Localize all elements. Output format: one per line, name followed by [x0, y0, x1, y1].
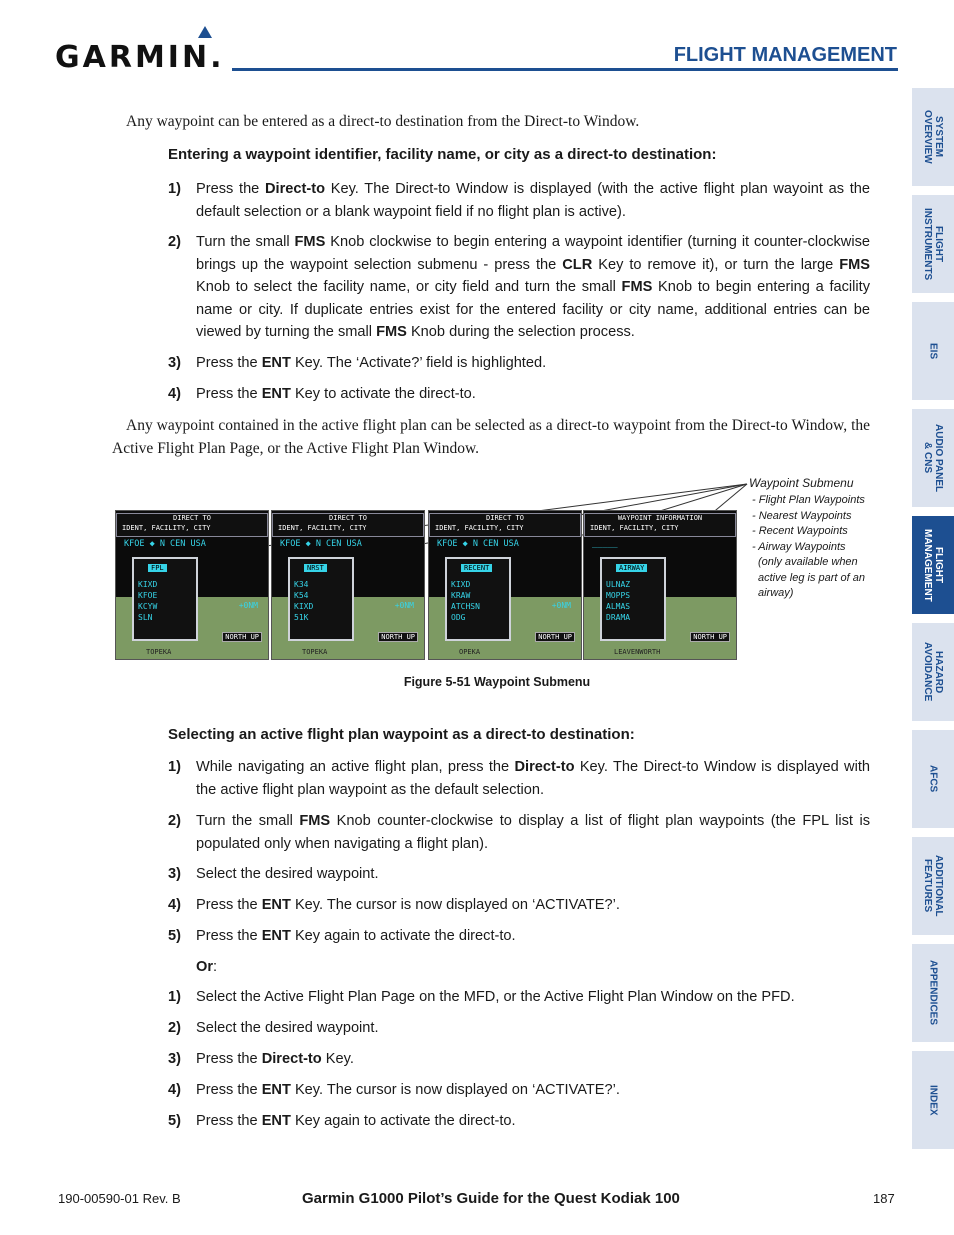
- callout-item: - Nearest Waypoints: [752, 509, 852, 522]
- field-label: IDENT, FACILITY, CITY: [122, 524, 211, 532]
- submenu-box: [600, 557, 666, 641]
- step-text: Press the ENT Key again to activate the direct-to.: [196, 1113, 516, 1129]
- submenu-waypoint: KRAW: [451, 591, 471, 600]
- waypoint-submenu-panel: [428, 510, 582, 660]
- step-text: Turn the small FMS Knob counter-clockwise to display a list of flight plan waypoints (the FPL list is populated only when navigating a flight plan).: [196, 813, 870, 852]
- step-item: [168, 810, 870, 855]
- step-number: 3): [168, 1051, 181, 1067]
- field-label: IDENT, FACILITY, CITY: [435, 524, 524, 532]
- submenu-waypoint: KCYW: [138, 602, 158, 611]
- submenu-waypoint: KFOE: [138, 591, 158, 600]
- step-item: [168, 1110, 870, 1133]
- waypoint-submenu-panel: [115, 510, 269, 660]
- step-item: [168, 1079, 870, 1102]
- submenu-box: [132, 557, 198, 641]
- step-number: 3): [168, 355, 181, 371]
- intro-paragraph: Any waypoint can be entered as a direct-to destination from the Direct-to Window.: [126, 113, 640, 130]
- distance-readout: +0NM: [238, 601, 258, 610]
- step-text: Turn the small FMS Knob clockwise to begin entering a waypoint identifier (turning it counter-clockwise brings up the waypoint selection submenu - press the CLR Key to remove it), or turn the large FMS Knob to select the facility name, or city field and turn the small FMS Knob to begin entering a facility name or city. If duplicate entries exist for the entered facility or city name, additional entries can be viewed by turning the small FMS Knob during the selection process.: [196, 234, 870, 340]
- step-number: 2): [168, 234, 181, 250]
- side-tab-afcs[interactable]: [912, 730, 954, 828]
- submenu-items: [606, 579, 630, 623]
- submenu-waypoint: K34: [294, 580, 309, 589]
- step-text: Press the ENT Key. The ‘Activate?’ field is highlighted.: [196, 355, 547, 371]
- callout-item: - Recent Waypoints: [752, 525, 848, 537]
- section-title: FLIGHT MANAGEMENT: [673, 44, 897, 66]
- submenu-waypoint: ALMAS: [606, 602, 631, 611]
- submenu-items: [451, 579, 480, 623]
- side-tab-appendices[interactable]: [912, 944, 954, 1042]
- side-tab-label: ADDITIONAL FEATURES: [922, 855, 944, 917]
- step-text: While navigating an active flight plan, press the Direct-to Key. The Direct-to Window is displayed with the active flight plan waypoint as the default selection.: [196, 759, 870, 798]
- step-item: [168, 1017, 870, 1040]
- step-item: [168, 925, 870, 948]
- step-text: Or:: [196, 959, 218, 975]
- callout-item: - Airway Waypoints: [752, 540, 846, 553]
- logo-text: GARMIN.: [55, 40, 225, 75]
- footer-page-number: 187: [873, 1191, 895, 1206]
- step-text: Press the Direct-to Key.: [196, 1051, 354, 1067]
- waypoint-submenu-panel: [583, 510, 737, 660]
- side-tab-label: APPENDICES: [927, 960, 939, 1026]
- body-paragraph: Any waypoint contained in the active flight plan can be selected as a direct-to waypoint from the Direct-to Window, the Active Flight Plan Page, or the Active Flight Plan Window.: [112, 417, 870, 457]
- step-item: [168, 863, 870, 886]
- window-title: WAYPOINT INFORMATION: [617, 514, 703, 522]
- step-text: Press the ENT Key. The cursor is now displayed on ‘ACTIVATE?’.: [196, 897, 620, 913]
- submenu-waypoint: KIXD: [294, 602, 314, 611]
- step-number: 4): [168, 1082, 181, 1098]
- distance-readout: +0NM: [551, 601, 571, 610]
- step-number: 4): [168, 386, 181, 402]
- section1-heading: Entering a waypoint identifier, facility name, or city as a direct-to destination:: [168, 146, 717, 163]
- submenu-box: [445, 557, 511, 641]
- submenu-waypoint: K54: [294, 591, 309, 600]
- submenu-title: RECENT: [461, 564, 492, 572]
- step-number: 4): [168, 897, 181, 913]
- ident-field: KFOE ◆ N CEN USA: [124, 539, 206, 549]
- submenu-waypoint: SLN: [138, 613, 153, 622]
- ident-field: _____: [592, 539, 618, 549]
- side-tab-additional-features[interactable]: [912, 837, 954, 935]
- submenu-title: AIRWAY: [616, 564, 647, 572]
- side-tab-label: AFCS: [927, 765, 939, 793]
- side-tab-label: INDEX: [927, 1084, 939, 1116]
- step-number: 3): [168, 866, 181, 882]
- step-text: Select the desired waypoint.: [196, 1020, 379, 1036]
- step-number: 2): [168, 1020, 181, 1036]
- step-text: Press the Direct-to Key. The Direct-to Window is displayed (with the active flight plan wayoint as the default selection or a blank waypoint field if no flight plan is active).: [196, 181, 870, 220]
- window-title: DIRECT TO: [173, 514, 211, 522]
- callout-list: [752, 493, 882, 602]
- submenu-items: [294, 579, 313, 623]
- map-town-label: LEAVENWORTH: [614, 648, 661, 656]
- map-town-label: TOPEKA: [302, 648, 328, 656]
- step-item: [168, 1048, 870, 1071]
- submenu-waypoint: MOPPS: [606, 591, 631, 600]
- step-number: 1): [168, 181, 181, 197]
- map-town-label: TOPEKA: [146, 648, 172, 656]
- submenu-waypoint: DRAMA: [606, 613, 631, 622]
- callout-item: - Flight Plan Waypoints: [752, 494, 865, 506]
- waypoint-submenu-panel: [271, 510, 425, 660]
- submenu-waypoint: 51K: [294, 613, 309, 622]
- north-up-label: NORTH UP: [378, 632, 418, 642]
- step-text: Select the Active Flight Plan Page on the MFD, or the Active Flight Plan Window on the PFD.: [196, 989, 795, 1005]
- side-tab-label: HAZARD AVOIDANCE: [922, 642, 944, 702]
- step-text: Press the ENT Key to activate the direct-to.: [196, 386, 476, 402]
- submenu-waypoint: KIXD: [138, 580, 158, 589]
- step-number: 1): [168, 759, 181, 775]
- side-tab-label: FLIGHT INSTRUMENTS: [922, 207, 944, 281]
- step-number: 5): [168, 1113, 181, 1129]
- field-label: IDENT, FACILITY, CITY: [278, 524, 367, 532]
- distance-readout: +0NM: [394, 601, 414, 610]
- ident-field: KFOE ◆ N CEN USA: [280, 539, 362, 549]
- step-number: 1): [168, 989, 181, 1005]
- step-item: [168, 956, 870, 979]
- waypoint-submenu-figure: [115, 510, 737, 658]
- section2-heading: Selecting an active flight plan waypoint as a direct-to destination:: [168, 726, 635, 743]
- window-title: DIRECT TO: [329, 514, 367, 522]
- north-up-label: NORTH UP: [535, 632, 575, 642]
- step-number: 5): [168, 928, 181, 944]
- side-tab-label: AUDIO PANEL & CNS: [922, 423, 944, 493]
- submenu-waypoint: ATCHSN: [451, 602, 480, 611]
- north-up-label: NORTH UP: [690, 632, 730, 642]
- step-item: [168, 894, 870, 917]
- submenu-waypoint: ODG: [451, 613, 466, 622]
- submenu-waypoint: KIXD: [451, 580, 471, 589]
- footer-doc-number: 190-00590-01 Rev. B: [58, 1191, 181, 1206]
- submenu-items: [138, 579, 157, 623]
- ident-field: KFOE ◆ N CEN USA: [437, 539, 519, 549]
- step-item: [168, 756, 870, 801]
- step-number: 2): [168, 813, 181, 829]
- north-up-label: NORTH UP: [222, 632, 262, 642]
- side-tab-index[interactable]: [912, 1051, 954, 1149]
- field-label: IDENT, FACILITY, CITY: [590, 524, 679, 532]
- footer-title: Garmin G1000 Pilot’s Guide for the Quest Kodiak 100: [302, 1190, 680, 1207]
- side-tab-label: FLIGHT MANAGEMENT: [922, 528, 944, 602]
- step-text: Select the desired waypoint.: [196, 866, 379, 882]
- submenu-waypoint: ULNAZ: [606, 580, 631, 589]
- map-town-label: OPEKA: [459, 648, 481, 656]
- step-item: [168, 986, 870, 1009]
- submenu-title: NRST: [304, 564, 327, 572]
- window-title: DIRECT TO: [486, 514, 524, 522]
- step-text: Press the ENT Key. The cursor is now displayed on ‘ACTIVATE?’.: [196, 1082, 620, 1098]
- submenu-box: [288, 557, 354, 641]
- callout-label: Waypoint Submenu: [749, 476, 854, 490]
- step-text: Press the ENT Key again to activate the direct-to.: [196, 928, 516, 944]
- side-tab-label: EIS: [927, 342, 939, 360]
- callout-item: (only available when active leg is part of an airway): [758, 556, 866, 599]
- side-tab-label: SYSTEM OVERVIEW: [922, 110, 944, 164]
- submenu-title: FPL: [148, 564, 167, 572]
- figure-caption: Figure 5-51 Waypoint Submenu: [403, 675, 591, 689]
